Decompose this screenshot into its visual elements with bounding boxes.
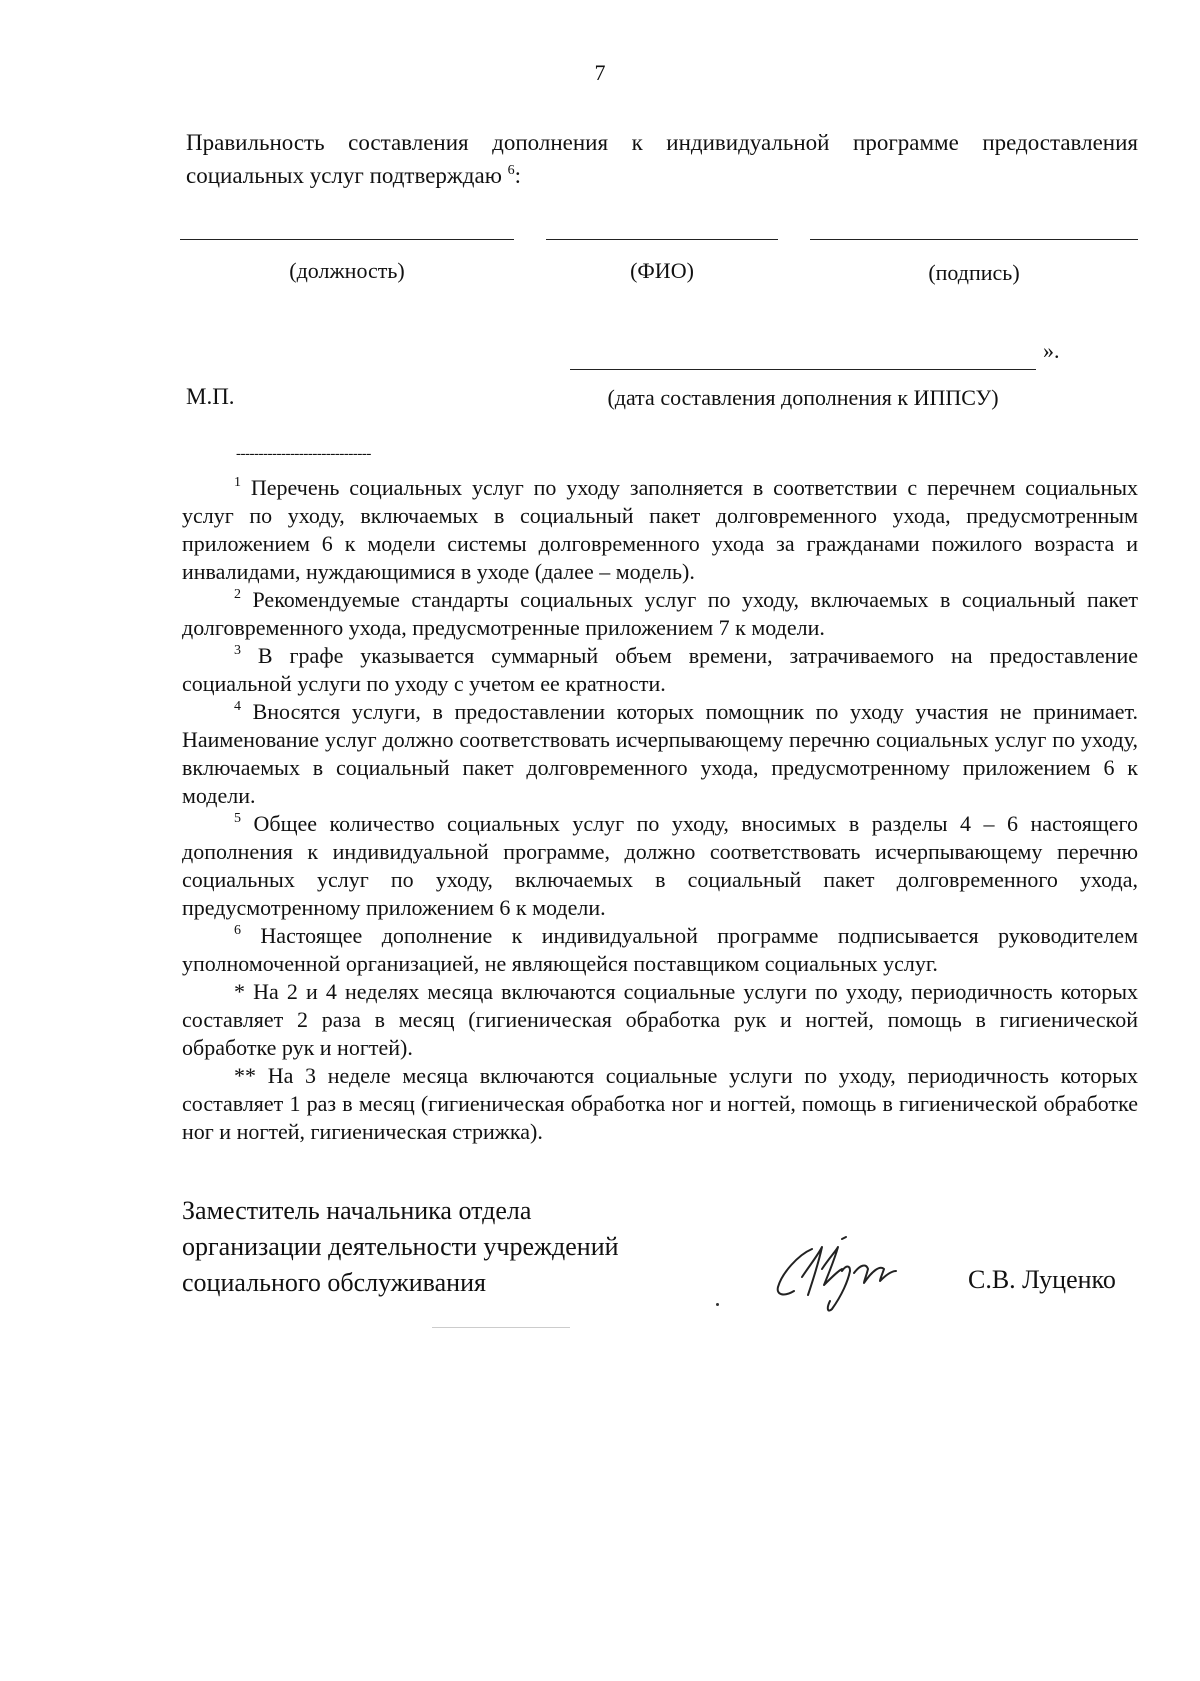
footnote-mark: 2 bbox=[234, 587, 241, 602]
signatory-title-line: Заместитель начальника отдела bbox=[182, 1196, 532, 1225]
note-double-asterisk bbox=[182, 1062, 1138, 1146]
signatory-title-line: социального обслуживания bbox=[182, 1268, 486, 1297]
footnote-mark: 5 bbox=[234, 811, 241, 826]
date-line bbox=[570, 369, 1036, 370]
signatory-title-line: организации деятельности учреждений bbox=[182, 1232, 619, 1261]
footnote-1 bbox=[182, 474, 1138, 586]
footnote-2 bbox=[182, 586, 1138, 642]
footnote-3 bbox=[182, 642, 1138, 698]
confirmation-suffix: : bbox=[514, 163, 522, 188]
footnote-text: Перечень социальных услуг по уходу заполняется в соответствии с перечнем социальных услуг по уходу, включаемых в социальный пакет долговременного ухода, предусмотренным приложением 6 к модели системы долговременного ухода за гражданами пожилого возраста и инвалидами, нуждающимися в уходе (далее – модель). bbox=[182, 475, 1138, 584]
handwritten-signature bbox=[772, 1225, 922, 1315]
confirmation-text: Правильность составления дополнения к индивидуальной программе предоставления социальных услуг подтверждаю bbox=[186, 130, 1138, 188]
name-line bbox=[546, 239, 778, 240]
footnote-mark: 1 bbox=[234, 475, 241, 490]
footnote-mark: 3 bbox=[234, 643, 241, 658]
footnote-ref: 6 bbox=[507, 163, 515, 178]
note-single-asterisk bbox=[182, 978, 1138, 1062]
date-caption: (дата составления дополнения к ИППСУ) bbox=[607, 385, 999, 410]
footnote-text: Рекомендуемые стандарты социальных услуг по уходу, включаемых в социальный пакет долговременного ухода, предусмотренные приложением 7 к модели. bbox=[182, 587, 1138, 640]
signatory-name: С.В. Луценко bbox=[968, 1265, 1116, 1294]
position-line bbox=[180, 239, 514, 240]
signature-line bbox=[810, 239, 1138, 240]
footnote-text: Общее количество социальных услуг по уходу, вносимых в разделы 4 – 6 настоящего дополнения к индивидуальной программе, должно соответствовать исчерпывающему перечню социальных услуг по уходу, включаемых в социальный пакет долговременного ухода, предусмотренному приложением 6 к модели. bbox=[182, 811, 1138, 920]
page-number: 7 bbox=[594, 60, 606, 85]
position-caption: (должность) bbox=[289, 258, 405, 283]
footnote-4 bbox=[182, 698, 1138, 810]
footnote-text: В графе указывается суммарный объем времени, затрачиваемого на предоставление социальной услуги по уходу с учетом ее кратности. bbox=[182, 643, 1138, 696]
footnote-text: Вносятся услуги, в предоставлении которых помощник по уходу участия не принимает. Наименование услуг должно соответствовать исчерпывающему перечню социальных услуг по уходу, включаемых в социальный пакет долговременного ухода, предусмотренному приложением 6 к модели. bbox=[182, 699, 1138, 808]
footnote-text: * На 2 и 4 неделях месяца включаются социальные услуги по уходу, периодичность которых составляет 2 раза в месяц (гигиеническая обработка рук и ногтей, помощь в гигиенической обработке рук и ногтей). bbox=[182, 979, 1138, 1060]
footnote-6 bbox=[182, 922, 1138, 978]
footnote-mark: 6 bbox=[234, 923, 241, 938]
signature-caption: (подпись) bbox=[928, 260, 1020, 285]
stamp-place-label: М.П. bbox=[186, 384, 235, 409]
name-caption: (ФИО) bbox=[630, 258, 694, 283]
footnote-mark: 4 bbox=[234, 699, 241, 714]
signatory-title bbox=[182, 1193, 619, 1301]
footnote-5 bbox=[182, 810, 1138, 922]
footnote-text: Настоящее дополнение к индивидуальной программе подписывается руководителем уполномоченной организацией, не являющейся поставщиком социальных услуг. bbox=[182, 923, 1138, 976]
ink-dot bbox=[716, 1303, 719, 1306]
footnote-separator: ------------------------------ bbox=[236, 446, 371, 462]
footnotes bbox=[182, 474, 1138, 1146]
footnote-text: ** На 3 неделе месяца включаются социальные услуги по уходу, периодичность которых составляет 1 раз в месяц (гигиеническая обработка ног и ногтей, помощь в гигиенической обработке ног и ногтей, гигиеническая стрижка). bbox=[182, 1063, 1138, 1144]
confirmation-statement bbox=[186, 126, 1138, 192]
faint-mark bbox=[432, 1327, 570, 1328]
date-closing-quote: ». bbox=[1043, 338, 1060, 363]
